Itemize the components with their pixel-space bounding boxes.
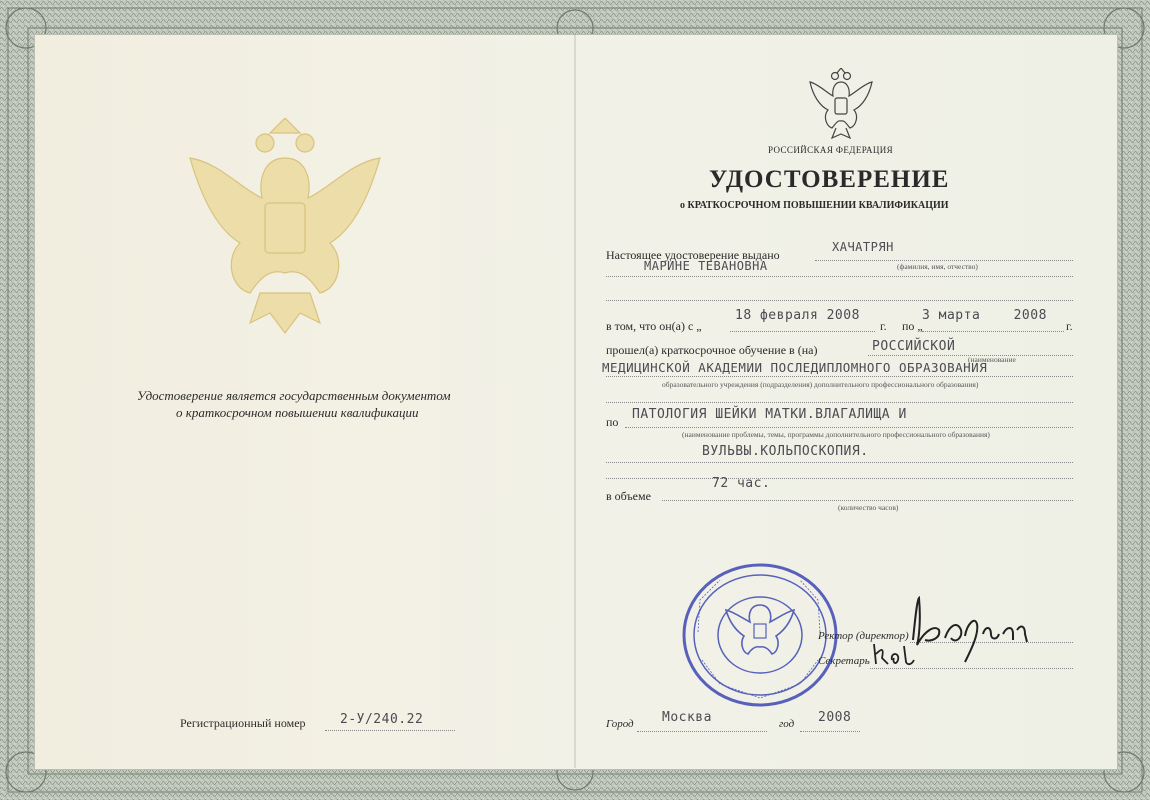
topic-line-a bbox=[625, 427, 1073, 428]
date-from-value: 18 февраля 2008 bbox=[735, 308, 860, 323]
institution-hint: образовательного учреждения (подразделения) дополнительного профессионального образования) bbox=[662, 380, 979, 389]
volume-value: 72 час. bbox=[712, 476, 771, 491]
registration-line bbox=[325, 730, 455, 731]
name-hint: (фамилия, имя, отчество) bbox=[897, 262, 978, 271]
country-name: РОССИЙСКАЯ ФЕДЕРАЦИЯ bbox=[768, 145, 894, 155]
date-to-value: 3 марта 2008 bbox=[922, 308, 1047, 323]
surname-value: ХАЧАТРЯН bbox=[832, 240, 894, 254]
topic-label: по bbox=[606, 415, 619, 429]
rector-signature bbox=[905, 590, 1045, 670]
secretary-signature bbox=[870, 640, 920, 670]
date-to-line bbox=[922, 331, 1064, 332]
city-value: Москва bbox=[662, 710, 712, 725]
institution-line-1: РОССИЙСКОЙ bbox=[872, 339, 956, 354]
coat-of-arms-icon bbox=[808, 68, 874, 140]
period-label: в том, что он(а) с „ bbox=[606, 319, 702, 333]
topic-line-c bbox=[606, 478, 1073, 479]
completed-training-label: прошел(а) краткосрочное обучение в (на) bbox=[606, 343, 818, 357]
validity-note-line-1: Удостоверение является государственным документом bbox=[137, 388, 451, 403]
year-suffix-to: г. bbox=[1066, 319, 1073, 333]
city-line bbox=[637, 731, 767, 732]
embossed-eagle-emblem bbox=[170, 118, 400, 338]
volume-line bbox=[662, 500, 1073, 501]
registration-number: 2-У/240.22 bbox=[340, 712, 424, 727]
topic-line-2: ВУЛЬВЫ.КОЛЬПОСКОПИЯ. bbox=[702, 444, 869, 459]
page-fold bbox=[574, 34, 576, 768]
period-to-label: по „ bbox=[902, 319, 923, 333]
volume-hint: (количество часов) bbox=[838, 503, 899, 512]
city-label: Город bbox=[606, 718, 634, 730]
institution-line-c bbox=[606, 402, 1073, 403]
year-suffix-from: г. bbox=[880, 319, 887, 333]
registration-label: Регистрационный номер bbox=[180, 716, 306, 730]
official-stamp bbox=[680, 560, 840, 710]
name-line-1 bbox=[815, 260, 1073, 261]
volume-label: в объеме bbox=[606, 489, 651, 503]
topic-line-b bbox=[606, 462, 1073, 463]
issued-to-label: Настоящее удостоверение выдано bbox=[606, 248, 780, 262]
validity-note-line-2: о краткосрочном повышении квалификации bbox=[176, 405, 419, 420]
institution-line-b bbox=[606, 376, 1073, 377]
topic-line-1: ПАТОЛОГИЯ ШЕЙКИ МАТКИ.ВЛАГАЛИЩА И bbox=[632, 407, 907, 422]
year-label: год bbox=[779, 718, 795, 730]
topic-hint: (наименование проблемы, темы, программы дополнительного профессионального образования) bbox=[682, 430, 990, 439]
date-from-line bbox=[730, 331, 875, 332]
name-line-3 bbox=[606, 300, 1073, 301]
year-line bbox=[800, 731, 860, 732]
given-names-value: МАРИНЕ ТЕВАНОВНА bbox=[644, 259, 768, 273]
year-value: 2008 bbox=[818, 710, 852, 725]
document-title: УДОСТОВЕРЕНИЕ bbox=[709, 166, 950, 193]
rector-label: Ректор (директор) bbox=[818, 630, 909, 642]
institution-hint-top: (наименование bbox=[968, 355, 1016, 364]
document-subtitle: о КРАТКОСРОЧНОМ ПОВЫШЕНИИ КВАЛИФИКАЦИИ bbox=[680, 200, 949, 211]
institution-line-a bbox=[868, 355, 1073, 356]
institution-line-2: МЕДИЦИНСКОЙ АКАДЕМИИ ПОСЛЕДИПЛОМНОГО ОБРАЗОВАНИЯ bbox=[602, 360, 988, 375]
secretary-label: Секретарь bbox=[818, 655, 870, 667]
name-line-2 bbox=[606, 276, 1073, 277]
